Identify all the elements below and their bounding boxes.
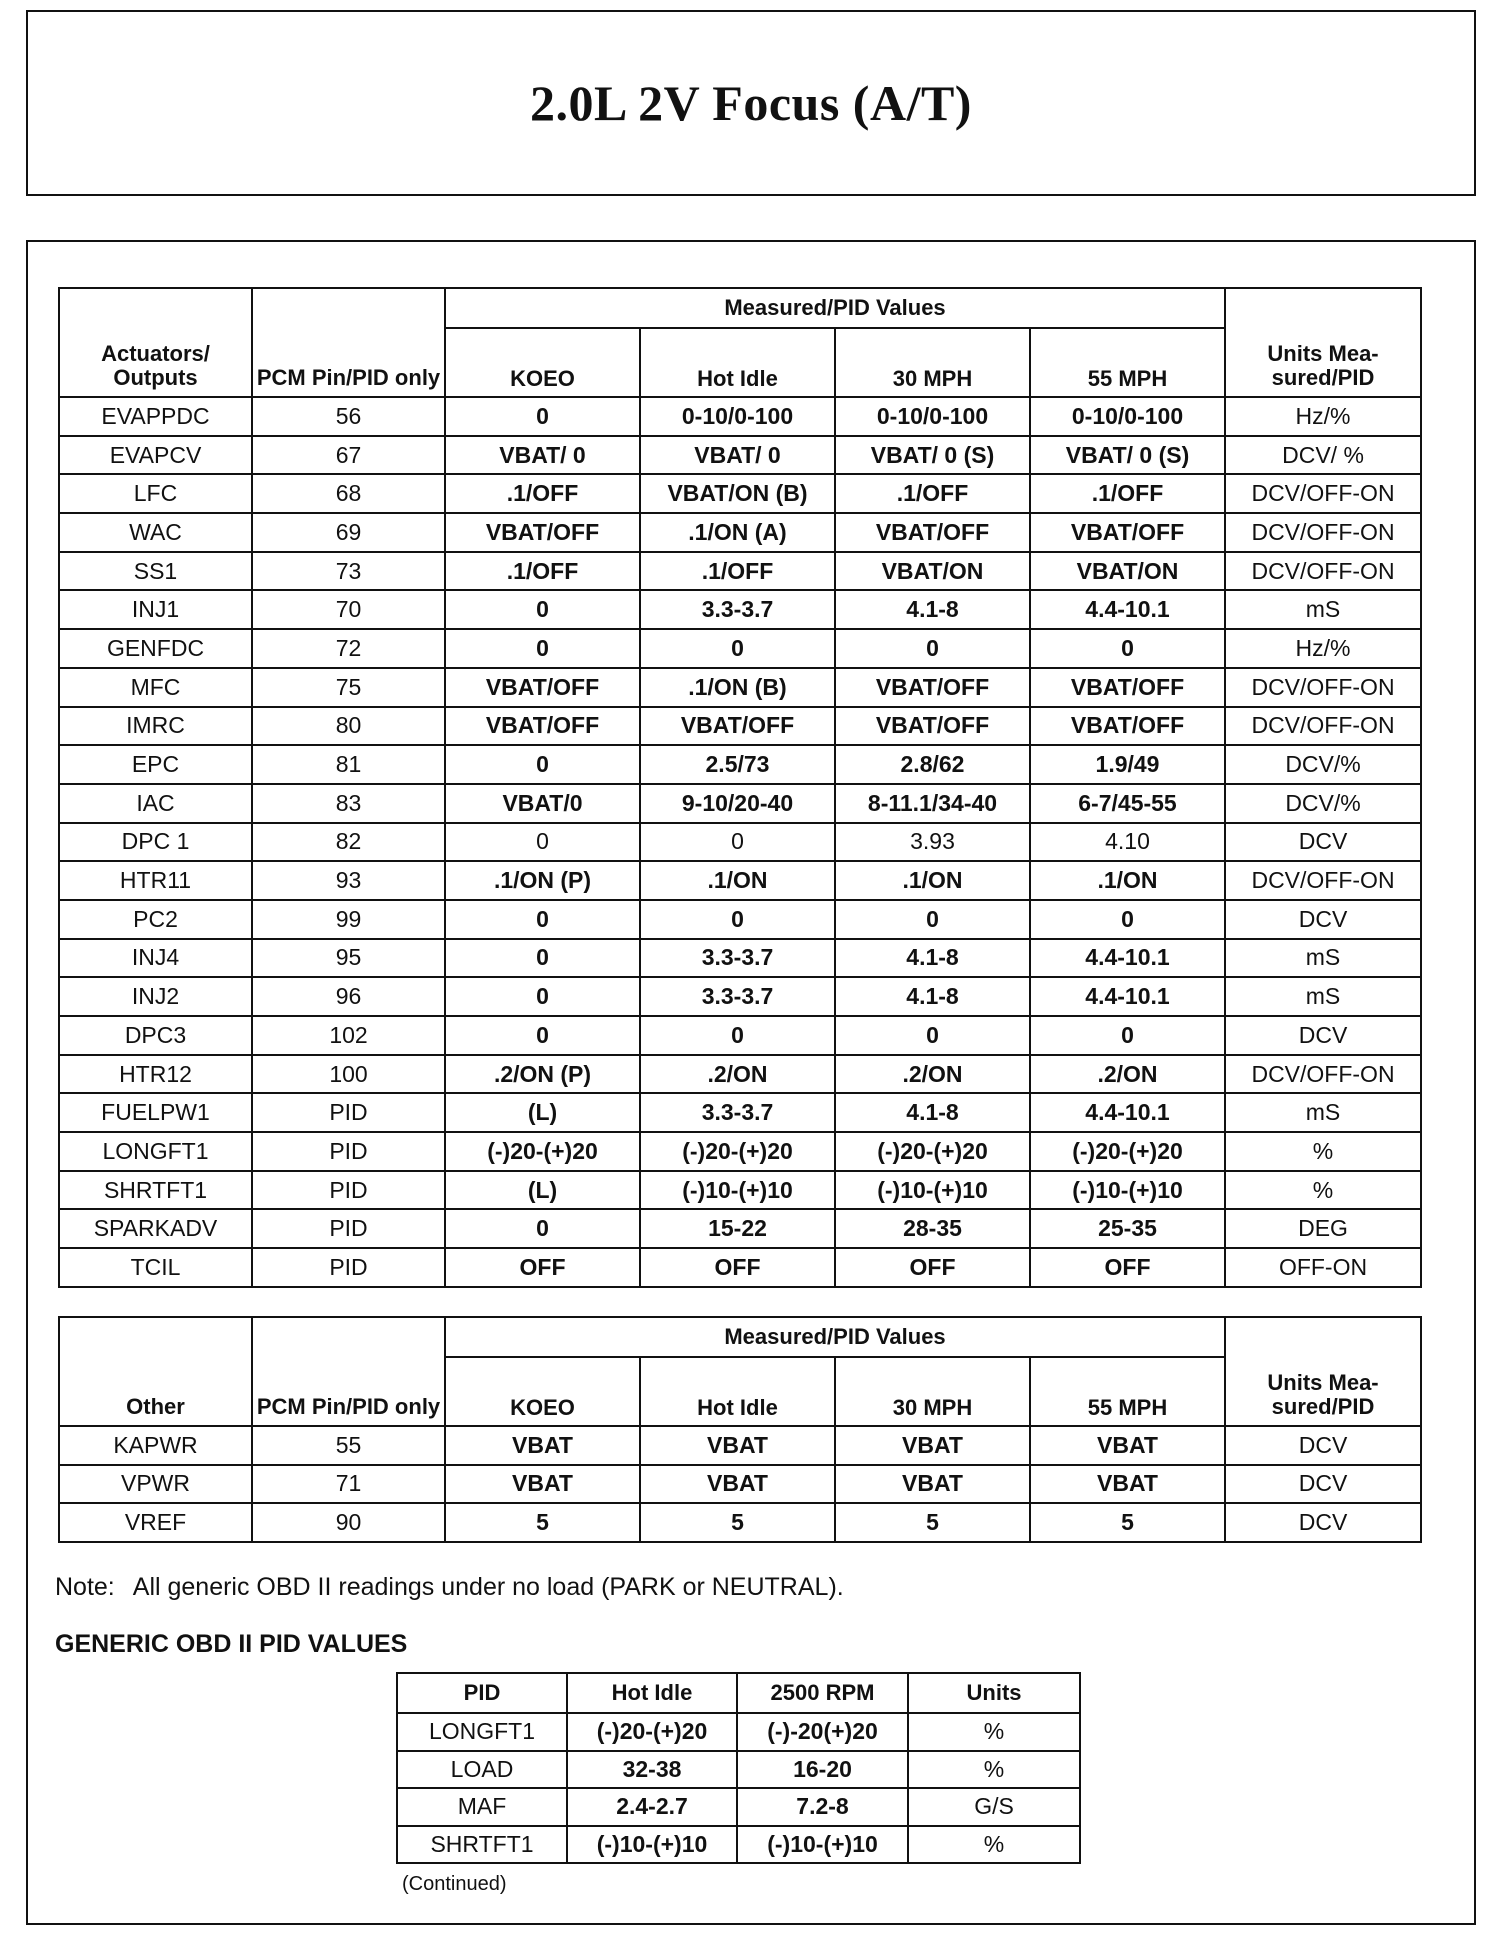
cell-mph30: 4.1-8 (835, 1093, 1030, 1132)
col-header-hot-idle: Hot Idle (567, 1673, 737, 1713)
table-row (59, 474, 1421, 513)
cell-units: DCV/OFF-ON (1225, 707, 1421, 746)
cell-mph30: 2.8/62 (835, 745, 1030, 784)
cell-name: INJ4 (59, 939, 252, 978)
cell-koeo: 0 (445, 977, 640, 1016)
cell-units: DCV/% (1225, 745, 1421, 784)
cell-name: SPARKADV (59, 1209, 252, 1248)
cell-mph30: .1/OFF (835, 474, 1030, 513)
cell-hot-idle: .1/ON (A) (640, 513, 835, 552)
col-header-pid: PID (397, 1673, 567, 1713)
cell-name: DPC 1 (59, 823, 252, 862)
cell-name: HTR12 (59, 1055, 252, 1094)
note-text: All generic OBD II readings under no load (PARK or NEUTRAL). (132, 1573, 844, 1601)
cell-koeo: 0 (445, 397, 640, 436)
cell-pin: 55 (252, 1426, 445, 1465)
cell-mph55: VBAT/OFF (1030, 668, 1225, 707)
cell-name: IMRC (59, 707, 252, 746)
cell-mph30: 0 (835, 629, 1030, 668)
col-header-units: Units Mea- sured/PID (1225, 1317, 1421, 1426)
cell-pin: 96 (252, 977, 445, 1016)
cell-name: EPC (59, 745, 252, 784)
cell-units: % (1225, 1171, 1421, 1210)
cell-hot-idle: 3.3-3.7 (640, 977, 835, 1016)
table-row (59, 1093, 1421, 1132)
cell-hot-idle: 0 (640, 629, 835, 668)
cell-koeo: 0 (445, 1016, 640, 1055)
table-row (59, 1171, 1421, 1210)
cell-hot-idle: VBAT/ON (B) (640, 474, 835, 513)
table-row (59, 939, 1421, 978)
actuators-outputs-table (58, 287, 1422, 1288)
cell-pin: PID (252, 1209, 445, 1248)
cell-pin: PID (252, 1248, 445, 1287)
cell-hot-idle: (-)20-(+)20 (640, 1132, 835, 1171)
cell-mph30: VBAT/ON (835, 552, 1030, 591)
cell-koeo: 0 (445, 629, 640, 668)
generic-obd-table (396, 1672, 1081, 1864)
group-header-measured-values: Measured/PID Values (445, 288, 1225, 328)
cell-mph30: VBAT (835, 1426, 1030, 1465)
table-row (59, 745, 1421, 784)
cell-mph55: 0-10/0-100 (1030, 397, 1225, 436)
title-box (26, 10, 1476, 196)
cell-name: EVAPPDC (59, 397, 252, 436)
generic-table-body (397, 1713, 1080, 1863)
cell-pin: 102 (252, 1016, 445, 1055)
continued-label: (Continued) (402, 1873, 507, 1895)
cell-units: % (1225, 1132, 1421, 1171)
table-row (397, 1751, 1080, 1789)
cell-units: DCV (1225, 900, 1421, 939)
cell-mph30: 4.1-8 (835, 939, 1030, 978)
cell-mph55: 4.4-10.1 (1030, 977, 1225, 1016)
col-header-units: Units Mea- sured/PID (1225, 288, 1421, 397)
cell-pin: 56 (252, 397, 445, 436)
cell-name: PC2 (59, 900, 252, 939)
cell-pid: LOAD (397, 1751, 567, 1789)
cell-mph55: 4.4-10.1 (1030, 939, 1225, 978)
cell-name: MFC (59, 668, 252, 707)
cell-mph55: VBAT (1030, 1465, 1225, 1504)
col-header-other: Other (59, 1317, 252, 1426)
cell-pin: PID (252, 1132, 445, 1171)
cell-mph30: 0 (835, 1016, 1030, 1055)
cell-pin: 99 (252, 900, 445, 939)
cell-mph30: VBAT/OFF (835, 707, 1030, 746)
col-header-hot-idle: Hot Idle (640, 1357, 835, 1426)
cell-units: DCV (1225, 823, 1421, 862)
cell-name: INJ1 (59, 590, 252, 629)
cell-mph30: 4.1-8 (835, 590, 1030, 629)
cell-units: DCV/OFF-ON (1225, 552, 1421, 591)
cell-mph55: 1.9/49 (1030, 745, 1225, 784)
cell-koeo: .2/ON (P) (445, 1055, 640, 1094)
cell-hot-idle: 0 (640, 1016, 835, 1055)
cell-pid: MAF (397, 1788, 567, 1826)
cell-koeo: .1/OFF (445, 552, 640, 591)
table-row (59, 900, 1421, 939)
cell-hot-idle: VBAT/OFF (640, 707, 835, 746)
cell-rpm2500: 7.2-8 (737, 1788, 908, 1826)
cell-name: KAPWR (59, 1426, 252, 1465)
cell-hot-idle: 2.4-2.7 (567, 1788, 737, 1826)
cell-mph55: 4.4-10.1 (1030, 1093, 1225, 1132)
cell-pin: 82 (252, 823, 445, 862)
cell-koeo: (-)20-(+)20 (445, 1132, 640, 1171)
cell-name: VREF (59, 1503, 252, 1542)
cell-pin: 100 (252, 1055, 445, 1094)
cell-units: OFF-ON (1225, 1248, 1421, 1287)
cell-koeo: 0 (445, 900, 640, 939)
cell-koeo: (L) (445, 1171, 640, 1210)
table-row (59, 707, 1421, 746)
cell-koeo: OFF (445, 1248, 640, 1287)
col-header-hot-idle: Hot Idle (640, 328, 835, 397)
cell-mph55: 4.10 (1030, 823, 1225, 862)
cell-hot-idle: (-)20-(+)20 (567, 1713, 737, 1751)
cell-koeo: 0 (445, 590, 640, 629)
cell-mph55: 6-7/45-55 (1030, 784, 1225, 823)
col-header-pcm-pin: PCM Pin/PID only (252, 1317, 445, 1426)
table-row (59, 861, 1421, 900)
cell-mph55: .1/ON (1030, 861, 1225, 900)
cell-name: VPWR (59, 1465, 252, 1504)
cell-hot-idle: 3.3-3.7 (640, 590, 835, 629)
cell-koeo: .1/ON (P) (445, 861, 640, 900)
cell-hot-idle: 0 (640, 823, 835, 862)
cell-mph55: 25-35 (1030, 1209, 1225, 1248)
actuators-table-body (59, 397, 1421, 1287)
cell-units: G/S (908, 1788, 1080, 1826)
cell-pin: 80 (252, 707, 445, 746)
generic-section-title: GENERIC OBD II PID VALUES (55, 1630, 408, 1658)
col-header-30mph: 30 MPH (835, 1357, 1030, 1426)
table-row (59, 784, 1421, 823)
cell-pin: 81 (252, 745, 445, 784)
cell-mph55: VBAT/ON (1030, 552, 1225, 591)
table-row (59, 1248, 1421, 1287)
cell-units: Hz/% (1225, 397, 1421, 436)
cell-mph30: OFF (835, 1248, 1030, 1287)
cell-pin: 70 (252, 590, 445, 629)
cell-units: DCV (1225, 1016, 1421, 1055)
cell-pin: PID (252, 1171, 445, 1210)
cell-mph30: .1/ON (835, 861, 1030, 900)
cell-pin: 71 (252, 1465, 445, 1504)
cell-mph55: VBAT/OFF (1030, 707, 1225, 746)
cell-pid: SHRTFT1 (397, 1826, 567, 1864)
table-row (59, 977, 1421, 1016)
cell-mph55: VBAT (1030, 1426, 1225, 1465)
cell-koeo: VBAT/0 (445, 784, 640, 823)
cell-mph55: 4.4-10.1 (1030, 590, 1225, 629)
cell-mph30: VBAT/ 0 (S) (835, 436, 1030, 475)
cell-pin: 95 (252, 939, 445, 978)
other-table-body (59, 1426, 1421, 1542)
cell-hot-idle: (-)10-(+)10 (640, 1171, 835, 1210)
cell-mph55: (-)10-(+)10 (1030, 1171, 1225, 1210)
cell-units: DCV/OFF-ON (1225, 1055, 1421, 1094)
cell-hot-idle: 32-38 (567, 1751, 737, 1789)
cell-hot-idle: 5 (640, 1503, 835, 1542)
table-row (397, 1788, 1080, 1826)
cell-name: SHRTFT1 (59, 1171, 252, 1210)
cell-koeo: 0 (445, 939, 640, 978)
cell-units: % (908, 1713, 1080, 1751)
cell-koeo: 5 (445, 1503, 640, 1542)
cell-units: DCV/% (1225, 784, 1421, 823)
cell-units: % (908, 1826, 1080, 1864)
cell-hot-idle: .2/ON (640, 1055, 835, 1094)
cell-hot-idle: .1/ON (B) (640, 668, 835, 707)
cell-mph30: (-)10-(+)10 (835, 1171, 1030, 1210)
cell-hot-idle: VBAT (640, 1426, 835, 1465)
note-label: Note: (55, 1573, 115, 1601)
cell-units: mS (1225, 590, 1421, 629)
cell-units: mS (1225, 977, 1421, 1016)
col-header-2500-rpm: 2500 RPM (737, 1673, 908, 1713)
cell-hot-idle: 3.3-3.7 (640, 939, 835, 978)
cell-mph55: 5 (1030, 1503, 1225, 1542)
cell-units: DCV/OFF-ON (1225, 513, 1421, 552)
table-row (59, 1465, 1421, 1504)
cell-koeo: VBAT/OFF (445, 513, 640, 552)
cell-mph55: VBAT/OFF (1030, 513, 1225, 552)
cell-mph55: 0 (1030, 1016, 1225, 1055)
col-header-units: Units (908, 1673, 1080, 1713)
cell-koeo: .1/OFF (445, 474, 640, 513)
cell-mph30: 28-35 (835, 1209, 1030, 1248)
table-row (59, 1503, 1421, 1542)
cell-pin: 75 (252, 668, 445, 707)
cell-rpm2500: (-)-20(+)20 (737, 1713, 908, 1751)
col-header-pcm-pin: PCM Pin/PID only (252, 288, 445, 397)
cell-pin: 67 (252, 436, 445, 475)
cell-hot-idle: 2.5/73 (640, 745, 835, 784)
table-row (59, 668, 1421, 707)
cell-mph55: 0 (1030, 900, 1225, 939)
table-row (59, 1055, 1421, 1094)
cell-mph30: 8-11.1/34-40 (835, 784, 1030, 823)
cell-name: INJ2 (59, 977, 252, 1016)
note (55, 1573, 844, 1602)
cell-koeo: (L) (445, 1093, 640, 1132)
cell-rpm2500: (-)10-(+)10 (737, 1826, 908, 1864)
cell-name: WAC (59, 513, 252, 552)
cell-hot-idle: 0 (640, 900, 835, 939)
other-table (58, 1316, 1422, 1543)
cell-units: mS (1225, 1093, 1421, 1132)
cell-hot-idle: 15-22 (640, 1209, 835, 1248)
cell-hot-idle: .1/ON (640, 861, 835, 900)
cell-hot-idle: 0-10/0-100 (640, 397, 835, 436)
table-row (59, 513, 1421, 552)
cell-units: DCV/OFF-ON (1225, 861, 1421, 900)
cell-koeo: VBAT/OFF (445, 668, 640, 707)
table-row (397, 1826, 1080, 1864)
col-header-actuators-outputs: Actuators/ Outputs (59, 288, 252, 397)
cell-units: DCV (1225, 1503, 1421, 1542)
cell-hot-idle: VBAT/ 0 (640, 436, 835, 475)
cell-pin: 93 (252, 861, 445, 900)
cell-units: DCV (1225, 1426, 1421, 1465)
cell-pin: PID (252, 1093, 445, 1132)
cell-units: DEG (1225, 1209, 1421, 1248)
cell-pin: 68 (252, 474, 445, 513)
cell-mph30: VBAT/OFF (835, 513, 1030, 552)
table-row (59, 590, 1421, 629)
table-row (59, 436, 1421, 475)
cell-units: mS (1225, 939, 1421, 978)
table-row (59, 397, 1421, 436)
cell-koeo: VBAT/OFF (445, 707, 640, 746)
cell-mph30: 0-10/0-100 (835, 397, 1030, 436)
cell-name: IAC (59, 784, 252, 823)
cell-hot-idle: 3.3-3.7 (640, 1093, 835, 1132)
table-row (59, 1132, 1421, 1171)
table-row (59, 552, 1421, 591)
cell-pin: 73 (252, 552, 445, 591)
cell-mph55: OFF (1030, 1248, 1225, 1287)
table-row (59, 1209, 1421, 1248)
cell-koeo: VBAT/ 0 (445, 436, 640, 475)
col-header-koeo: KOEO (445, 1357, 640, 1426)
cell-mph30: .2/ON (835, 1055, 1030, 1094)
cell-mph30: VBAT/OFF (835, 668, 1030, 707)
cell-koeo: 0 (445, 745, 640, 784)
cell-mph30: 5 (835, 1503, 1030, 1542)
cell-hot-idle: (-)10-(+)10 (567, 1826, 737, 1864)
cell-mph55: .2/ON (1030, 1055, 1225, 1094)
cell-units: % (908, 1751, 1080, 1789)
cell-mph30: 3.93 (835, 823, 1030, 862)
cell-mph55: .1/OFF (1030, 474, 1225, 513)
cell-pin: 69 (252, 513, 445, 552)
cell-name: SS1 (59, 552, 252, 591)
cell-units: DCV/OFF-ON (1225, 474, 1421, 513)
col-header-55mph: 55 MPH (1030, 328, 1225, 397)
cell-hot-idle: VBAT (640, 1465, 835, 1504)
cell-mph30: VBAT (835, 1465, 1030, 1504)
cell-hot-idle: OFF (640, 1248, 835, 1287)
cell-name: LONGFT1 (59, 1132, 252, 1171)
cell-name: GENFDC (59, 629, 252, 668)
cell-name: TCIL (59, 1248, 252, 1287)
table-row (59, 1016, 1421, 1055)
cell-koeo: 0 (445, 823, 640, 862)
cell-rpm2500: 16-20 (737, 1751, 908, 1789)
cell-hot-idle: 9-10/20-40 (640, 784, 835, 823)
page-title: 2.0L 2V Focus (A/T) (530, 75, 972, 131)
cell-hot-idle: .1/OFF (640, 552, 835, 591)
cell-units: DCV (1225, 1465, 1421, 1504)
cell-name: DPC3 (59, 1016, 252, 1055)
cell-units: DCV/OFF-ON (1225, 668, 1421, 707)
table-row (59, 1426, 1421, 1465)
cell-mph55: 0 (1030, 629, 1225, 668)
cell-name: LFC (59, 474, 252, 513)
col-header-30mph: 30 MPH (835, 328, 1030, 397)
group-header-measured-values: Measured/PID Values (445, 1317, 1225, 1357)
cell-koeo: VBAT (445, 1465, 640, 1504)
cell-mph55: VBAT/ 0 (S) (1030, 436, 1225, 475)
cell-units: Hz/% (1225, 629, 1421, 668)
cell-pin: 72 (252, 629, 445, 668)
table-row (397, 1713, 1080, 1751)
cell-mph55: (-)20-(+)20 (1030, 1132, 1225, 1171)
col-header-koeo: KOEO (445, 328, 640, 397)
cell-koeo: 0 (445, 1209, 640, 1248)
cell-units: DCV/ % (1225, 436, 1421, 475)
col-header-55mph: 55 MPH (1030, 1357, 1225, 1426)
cell-name: FUELPW1 (59, 1093, 252, 1132)
cell-name: HTR11 (59, 861, 252, 900)
table-row (59, 629, 1421, 668)
cell-mph30: (-)20-(+)20 (835, 1132, 1030, 1171)
cell-pin: 83 (252, 784, 445, 823)
cell-mph30: 4.1-8 (835, 977, 1030, 1016)
cell-koeo: VBAT (445, 1426, 640, 1465)
cell-pid: LONGFT1 (397, 1713, 567, 1751)
cell-pin: 90 (252, 1503, 445, 1542)
cell-mph30: 0 (835, 900, 1030, 939)
cell-name: EVAPCV (59, 436, 252, 475)
table-row (59, 823, 1421, 862)
